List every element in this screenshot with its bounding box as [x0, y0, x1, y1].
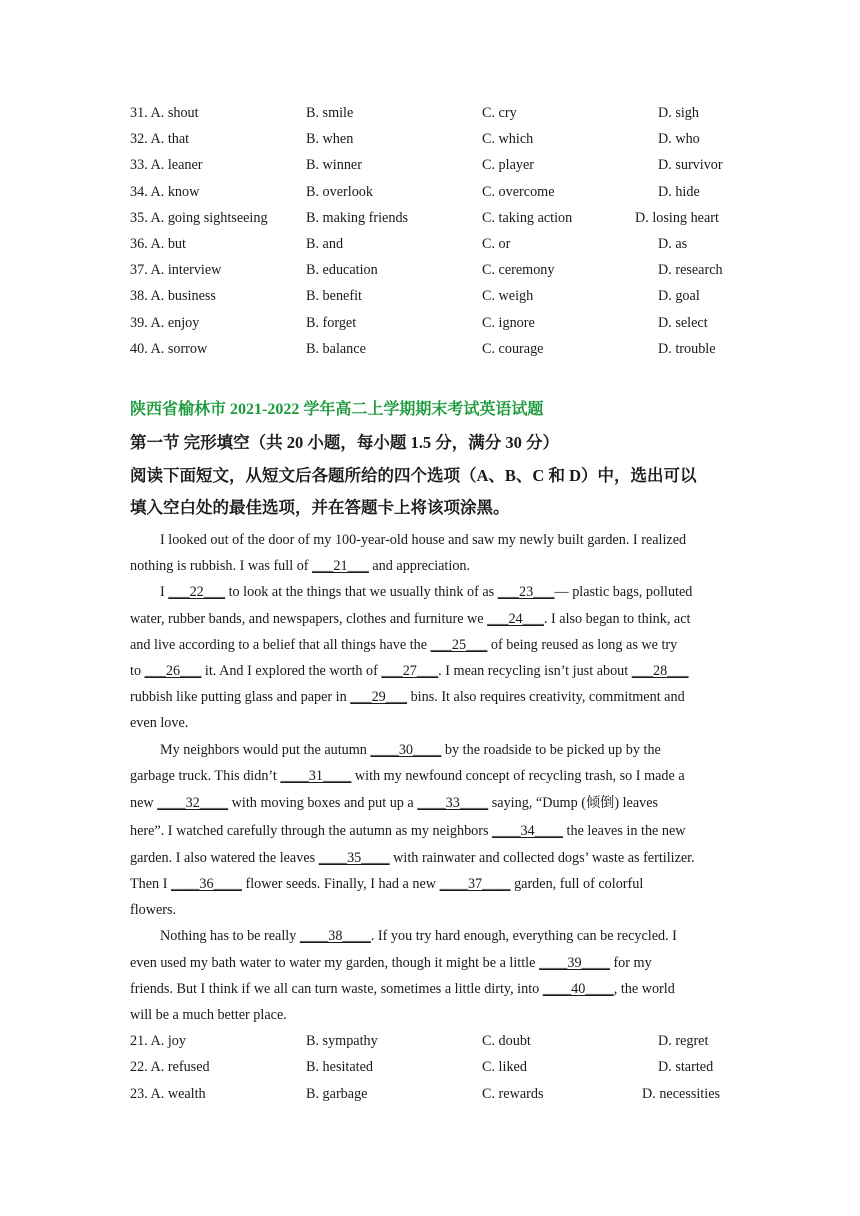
option-b: B. hesitated [306, 1059, 373, 1076]
option-a: 21. A. joy [130, 1033, 186, 1050]
option-d: D. as [658, 235, 688, 252]
passage-line: will be a much better place. [130, 1007, 287, 1023]
option-b: B. education [306, 262, 378, 279]
blank-23: ___23___ [497, 584, 555, 601]
passage-line: garbage truck. This didn’t ____31____ with my newfound concept of recycling trash, so I made a [130, 767, 685, 784]
blank-36: ____36____ [170, 876, 242, 893]
option-row-35 [130, 205, 740, 231]
blank-35: ____35____ [318, 849, 390, 866]
passage-line: to ___26___ it. And I explored the worth of ___27___. I mean recycling isn’t just about ___28___ [130, 662, 689, 679]
option-b: B. winner [306, 157, 362, 174]
option-a: 36. A. but [130, 235, 186, 252]
option-b: B. benefit [306, 288, 362, 305]
option-b: B. and [306, 235, 344, 252]
option-a: 32. A. that [130, 131, 190, 148]
option-a: 34. A. know [130, 183, 200, 200]
option-c: C. overcome [482, 183, 555, 200]
passage-line: flowers. [130, 902, 177, 919]
blank-33: ____33____ [417, 794, 489, 811]
option-b: B. making friends [306, 209, 409, 226]
blank-29: ___29___ [350, 689, 408, 706]
option-d: D. survivor [658, 157, 723, 174]
passage-line: garden. I also watered the leaves ____35____ with rainwater and collected dogs’ waste as fertilizer. [130, 849, 695, 866]
blank-31: ____31____ [280, 767, 352, 784]
option-c: C. liked [482, 1059, 527, 1076]
options-table-31-40 [130, 100, 740, 362]
option-row-21 [130, 1028, 740, 1054]
option-row-34 [130, 179, 740, 205]
option-row-38 [130, 283, 740, 309]
option-d: D. who [658, 131, 700, 148]
option-d: D. select [658, 314, 708, 331]
option-row-23 [130, 1081, 740, 1107]
passage-line: here”. I watched carefully through the autumn as my neighbors ____34____ the leaves in the new [130, 822, 686, 839]
option-a: 39. A. enjoy [130, 314, 200, 331]
blank-22: ___22___ [168, 584, 226, 601]
instruction-line: 阅读下面短文，从短文后各题所给的四个选项（A、B、C 和 D）中，选出可以 [130, 466, 697, 485]
option-c: C. taking action [482, 209, 573, 226]
blank-27: ___27___ [381, 662, 439, 679]
option-row-37 [130, 257, 740, 283]
passage-line: new ____32____ with moving boxes and put up a ____33____ saying, “Dump (倾倒) leaves [130, 794, 659, 811]
option-d: D. hide [658, 183, 700, 200]
blank-32: ____32____ [157, 794, 229, 811]
option-c: C. doubt [482, 1033, 531, 1050]
option-c: C. player [482, 157, 535, 174]
option-row-33 [130, 152, 740, 178]
blank-25: ___25___ [430, 636, 488, 653]
option-b: B. when [306, 131, 354, 148]
option-d: D. sigh [658, 105, 699, 121]
blank-40: ____40____ [542, 980, 614, 997]
passage-line: rubbish like putting glass and paper in ___29___ bins. It also requires creativity, commitment and [130, 689, 685, 706]
blank-21: ___21___ [312, 558, 369, 575]
option-d: D. research [658, 262, 723, 279]
blank-24: ___24___ [487, 610, 544, 627]
option-row-36 [130, 231, 740, 257]
option-a: 37. A. interview [130, 262, 222, 279]
instruction-line: 填入空白处的最佳选项，并在答题卡上将该项涂黑。 [130, 498, 510, 517]
option-row-32 [130, 126, 740, 152]
option-d: D. regret [658, 1033, 709, 1050]
option-row-31 [130, 100, 740, 126]
option-a: 33. A. leaner [130, 157, 203, 174]
option-c: C. or [482, 235, 511, 252]
passage-line: and live according to a belief that all things have the ___25___ of being reused as long as we try [130, 636, 678, 653]
option-d: D. losing heart [635, 209, 719, 226]
option-row-39 [130, 310, 740, 336]
option-d: D. started [658, 1059, 714, 1076]
option-a: 22. A. refused [130, 1059, 210, 1076]
option-c: C. cry [482, 105, 517, 121]
blank-37: ____37____ [439, 876, 511, 893]
blank-38: ____38____ [299, 928, 371, 945]
option-c: C. courage [482, 340, 544, 357]
option-c: C. rewards [482, 1085, 544, 1102]
option-row-40 [130, 336, 740, 362]
option-d: D. goal [658, 288, 700, 305]
passage-line: nothing is rubbish. I was full of ___21___ and appreciation. [130, 558, 471, 575]
passage-line: even love. [130, 715, 189, 732]
option-a: 23. A. wealth [130, 1085, 206, 1102]
cloze-passage [130, 527, 740, 1107]
option-b: B. smile [306, 105, 354, 121]
option-c: C. ignore [482, 314, 535, 331]
passage-line: Then I ____36____ flower seeds. Finally, I had a new ____37____ garden, full of colorful [130, 876, 644, 893]
passage-line: Nothing has to be really ____38____. If you try hard enough, everything can be recycled. I [160, 928, 677, 945]
option-d: D. necessities [642, 1085, 721, 1102]
option-a: 35. A. going sightseeing [130, 209, 268, 226]
passage-line: water, rubber bands, and newspapers, clothes and furniture we ___24___. I also began to think, act [130, 610, 691, 627]
passage-line: I looked out of the door of my 100-year-old house and saw my newly built garden. I realized [160, 532, 687, 548]
option-c: C. which [482, 131, 534, 148]
option-b: B. balance [306, 340, 366, 357]
exam-title: 陕西省榆林市 2021-2022 学年高二上学期期末考试英语试题 [130, 401, 544, 418]
option-b: B. garbage [306, 1085, 368, 1102]
section-heading: 第一节 完形填空（共 20 小题，每小题 1.5 分，满分 30 分） [130, 433, 559, 452]
option-a: 31. A. shout [130, 105, 199, 121]
option-c: C. weigh [482, 288, 534, 305]
blank-30: ____30____ [370, 741, 442, 758]
blank-34: ____34____ [492, 822, 563, 839]
instructions [130, 460, 740, 524]
option-c: C. ceremony [482, 262, 555, 279]
option-b: B. sympathy [306, 1033, 378, 1050]
blank-26: ___26___ [144, 662, 202, 679]
blank-28: ___28___ [631, 662, 689, 679]
option-b: B. overlook [306, 183, 373, 200]
option-a: 40. A. sorrow [130, 340, 208, 357]
passage-line: friends. But I think if we all can turn waste, sometimes a little dirty, into ____40____, the world [130, 980, 675, 997]
passage-line: even used my bath water to water my garden, though it might be a little ____39____ for my [130, 954, 652, 971]
passage-line: My neighbors would put the autumn ____30____ by the roadside to be picked up by the [160, 741, 661, 758]
option-b: B. forget [306, 314, 357, 331]
option-row-22 [130, 1054, 740, 1080]
option-a: 38. A. business [130, 288, 216, 305]
blank-39: ____39____ [538, 954, 610, 971]
passage-line: I ___22___ to look at the things that we usually think of as ___23___— plastic bags, polluted [160, 584, 693, 601]
option-d: D. trouble [658, 340, 716, 357]
